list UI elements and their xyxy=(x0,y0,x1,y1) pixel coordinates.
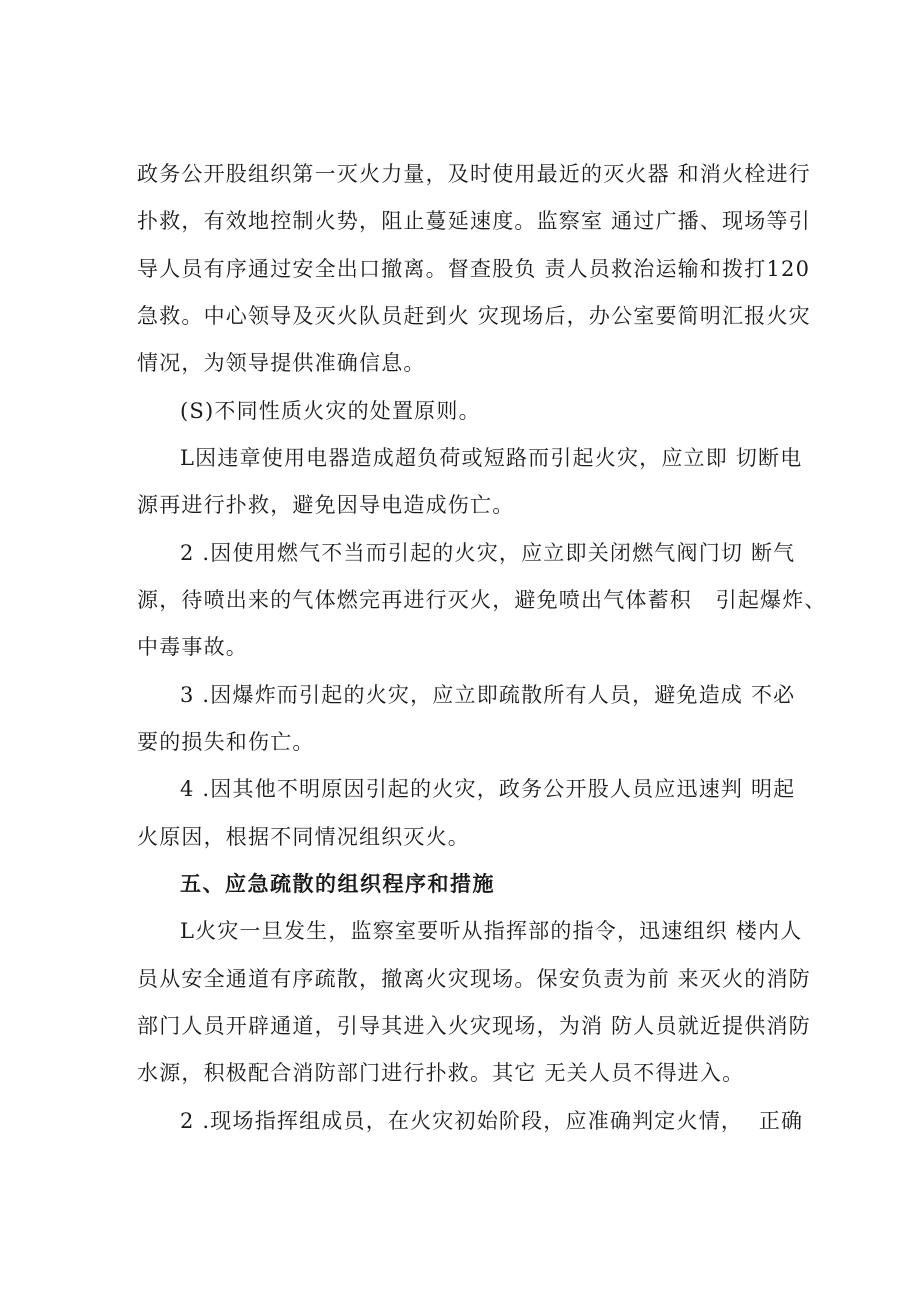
text-line-10: 源，待喷出来的气体燃完再进行灭火，避免喷出气体蓄积 引起爆炸、 xyxy=(137,588,827,612)
text-line-12: 3 .因爆炸而引起的火灾，应立即疏散所有人员，避免造成 不必 xyxy=(180,683,796,707)
text-line-8: 源再进行扑救，避免因导电造成伤亡。 xyxy=(137,493,515,517)
text-line-21: 2 .现场指挥组成员，在火灾初始阶段，应准确判定火情， 正确 xyxy=(180,1109,804,1133)
text-line-14: 4 .因其他不明原因引起的火灾，政务公开股人员应迅速判 明起 xyxy=(180,777,796,801)
section-heading: 五、应急疏散的组织程序和措施 xyxy=(180,872,495,896)
text-line-4: 急救。中心领导及灭火队员赶到火 灾现场后，办公室要简明汇报火灾 xyxy=(137,304,811,328)
text-line-9: 2 .因使用燃气不当而引起的火灾，应立即关闭燃气阀门切 断气 xyxy=(180,541,796,565)
text-line-3: 导人员有序通过安全出口撤离。督查股负 责人员救治运输和拨打120 xyxy=(137,257,811,281)
text-line-1: 政务公开股组织第一灭火力量，及时使用最近的灭火器 和消火栓进行 xyxy=(137,162,811,186)
text-line-7: L因违章使用电器造成超负荷或短路而引起火灾，应立即 切断电 xyxy=(180,446,803,470)
text-line-15: 火原因，根据不同情况组织灭火。 xyxy=(137,825,470,849)
section-subheading: (S)不同性质火灾的处置原则。 xyxy=(180,399,481,423)
text-line-18: 员从安全通道有序疏散，撤离火灾现场。保安负责为前 来灭火的消防 xyxy=(137,967,811,991)
text-line-11: 中毒事故。 xyxy=(137,635,248,659)
text-line-19: 部门人员开辟通道，引导其进入火灾现场，为消 防人员就近提供消防 xyxy=(137,1014,811,1038)
text-line-2: 扑救，有效地控制火势，阻止蔓延速度。监察室 通过广播、现场等引 xyxy=(137,209,811,233)
text-line-5: 情况，为领导提供准确信息。 xyxy=(137,351,426,375)
text-line-17: L火灾一旦发生，监察室要听从指挥部的指令，迅速组织 楼内人 xyxy=(180,919,803,943)
text-line-20: 水源，积极配合消防部门进行扑救。其它 无关人员不得进入。 xyxy=(137,1061,745,1085)
text-line-13: 要的损失和伤亡。 xyxy=(137,730,315,754)
